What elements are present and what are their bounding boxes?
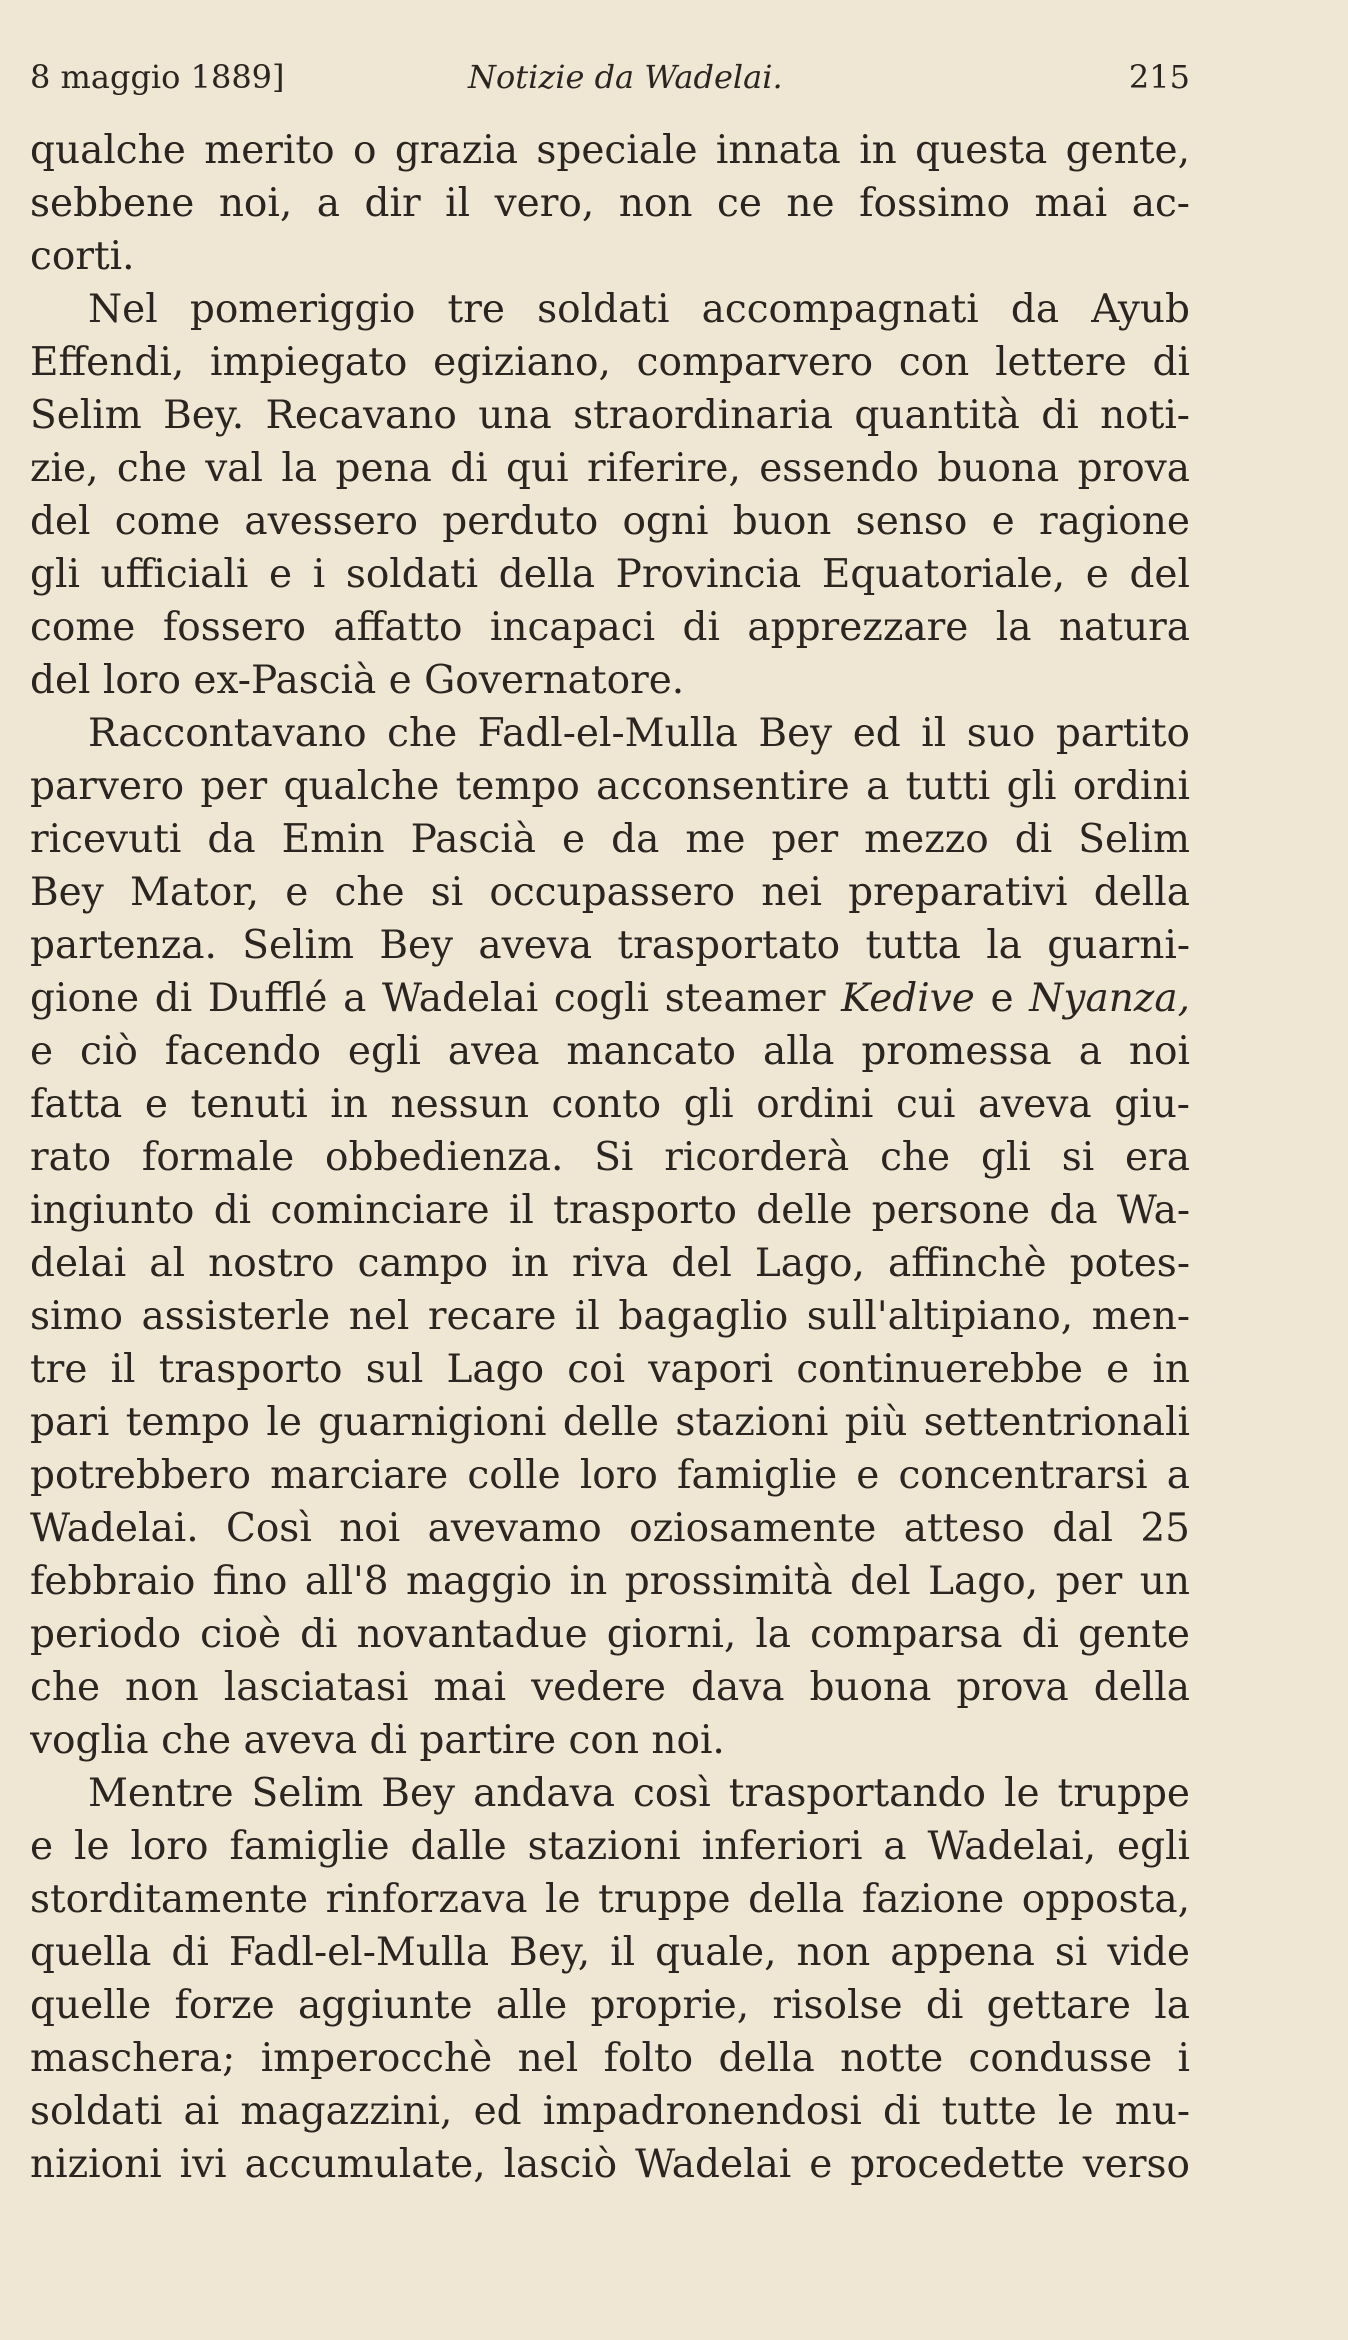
text-line: storditamente rinforzava le truppe della fazione opposta, bbox=[30, 1877, 1190, 1922]
text-line: soldati ai magazzini, ed impadronendosi di tutte le mu- bbox=[30, 2089, 1190, 2134]
text-line: pari tempo le guarnigioni delle stazioni più settentrionali bbox=[30, 1400, 1190, 1445]
body-text bbox=[30, 124, 1190, 2191]
text-line: rato formale obbedienza. Si ricorderà che gli si era bbox=[30, 1135, 1190, 1180]
text-line: quella di Fadl-el-Mulla Bey, il quale, non appena si vide bbox=[30, 1930, 1190, 1975]
paragraph-start-line: Mentre Selim Bey andava così trasportando le truppe bbox=[88, 1771, 1190, 1816]
text-line: corti. bbox=[30, 234, 135, 279]
text-line: Wadelai. Così noi avevamo oziosamente atteso dal 25 bbox=[30, 1506, 1190, 1551]
text-line: periodo cioè di novantadue giorni, la comparsa di gente bbox=[30, 1612, 1190, 1657]
ship-name-kedive: Kedive bbox=[841, 976, 975, 1021]
text-line: del come avessero perduto ogni buon senso e ragione bbox=[30, 499, 1190, 544]
text-fragment: e bbox=[990, 976, 1014, 1021]
text-line: maschera; imperocchè nel folto della notte condusse i bbox=[30, 2036, 1190, 2081]
text-line: quelle forze aggiunte alle proprie, risolse di gettare la bbox=[30, 1983, 1190, 2028]
text-line: nizioni ivi accumulate, lasciò Wadelai e procedette verso bbox=[30, 2142, 1190, 2187]
ship-name-nyanza: Nyanza, bbox=[1029, 976, 1190, 1021]
text-line: parvero per qualche tempo acconsentire a tutti gli ordini bbox=[30, 764, 1190, 809]
header-chapter-title: Notizie da Wadelai. bbox=[468, 58, 783, 96]
text-line: del loro ex-Pascià e Governatore. bbox=[30, 658, 685, 703]
text-line: ricevuti da Emin Pascià e da me per mezzo di Selim bbox=[30, 817, 1190, 862]
text-line: simo assisterle nel recare il bagaglio sull'altipiano, men- bbox=[30, 1294, 1190, 1339]
text-line: sebbene noi, a dir il vero, non ce ne fossimo mai ac- bbox=[30, 181, 1190, 226]
text-line: zie, che val la pena di qui riferire, essendo buona prova bbox=[30, 446, 1190, 491]
paragraph-start-line: Nel pomeriggio tre soldati accompagnati da Ayub bbox=[88, 287, 1190, 332]
text-line: potrebbero marciare colle loro famiglie e concentrarsi a bbox=[30, 1453, 1190, 1498]
text-line: ingiunto di cominciare il trasporto delle persone da Wa- bbox=[30, 1188, 1190, 1233]
text-line: Selim Bey. Recavano una straordinaria quantità di noti- bbox=[30, 393, 1190, 438]
text-line: e le loro famiglie dalle stazioni inferiori a Wadelai, egli bbox=[30, 1824, 1190, 1869]
text-line: febbraio fino all'8 maggio in prossimità del Lago, per un bbox=[30, 1559, 1190, 1604]
text-line: tre il trasporto sul Lago coi vapori continuerebbe e in bbox=[30, 1347, 1190, 1392]
text-line: partenza. Selim Bey aveva trasportato tutta la guarni- bbox=[30, 923, 1190, 968]
text-line: Bey Mator, e che si occupassero nei preparativi della bbox=[30, 870, 1190, 915]
text-line-with-ship-names bbox=[30, 972, 1190, 1025]
text-line: che non lasciatasi mai vedere dava buona prova della bbox=[30, 1665, 1190, 1710]
text-line: gli ufficiali e i soldati della Provincia Equatoriale, e del bbox=[30, 552, 1190, 597]
page-number: 215 bbox=[1128, 58, 1190, 96]
text-line: qualche merito o grazia speciale innata in questa gente, bbox=[30, 128, 1190, 173]
text-line: Effendi, impiegato egiziano, comparvero con lettere di bbox=[30, 340, 1190, 385]
header-date: 8 maggio 1889] bbox=[30, 58, 285, 96]
text-line: delai al nostro campo in riva del Lago, affinchè potes- bbox=[30, 1241, 1190, 1286]
text-line: voglia che aveva di partire con noi. bbox=[30, 1718, 725, 1763]
text-line: fatta e tenuti in nessun conto gli ordini cui aveva giu- bbox=[30, 1082, 1190, 1127]
running-header bbox=[30, 58, 1190, 108]
paragraph-start-line: Raccontavano che Fadl-el-Mulla Bey ed il suo partito bbox=[88, 711, 1190, 756]
text-fragment: gione di Dufflé a Wadelai cogli steamer bbox=[30, 976, 826, 1021]
text-line: come fossero affatto incapaci di apprezzare la natura bbox=[30, 605, 1190, 650]
text-line: e ciò facendo egli avea mancato alla promessa a noi bbox=[30, 1029, 1190, 1074]
